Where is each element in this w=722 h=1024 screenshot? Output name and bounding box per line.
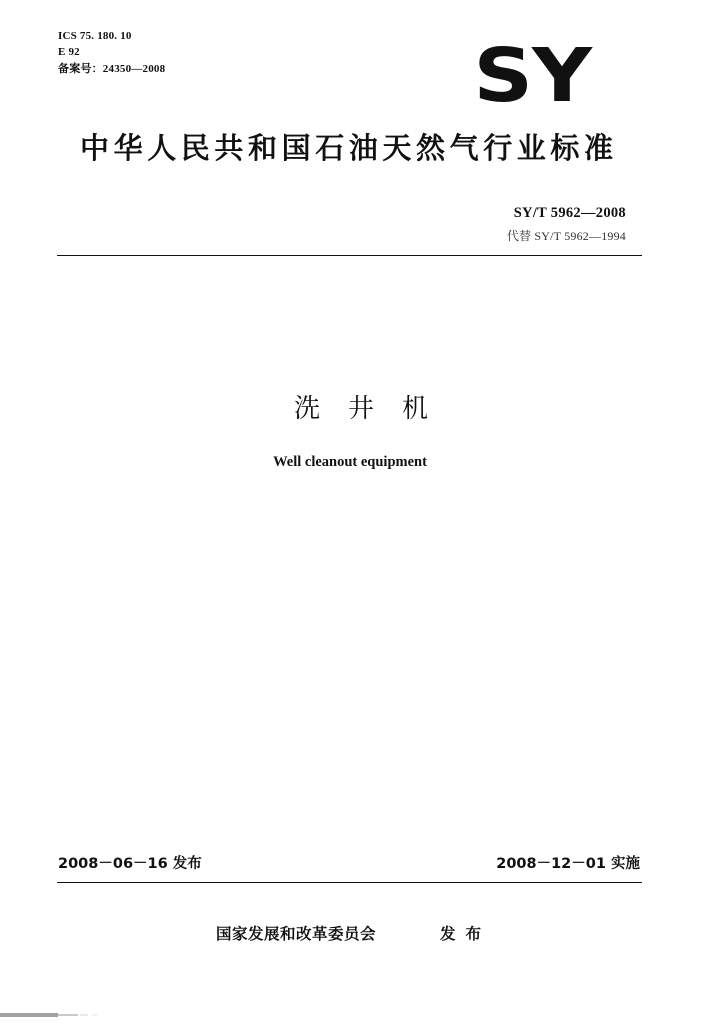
standard-category-title: 中华人民共和国石油天然气行业标准 xyxy=(80,131,618,165)
sy-logo: SY xyxy=(473,33,591,119)
filing-number: 备案号：24350—2008 xyxy=(58,63,166,75)
ics-code: ICS 75. 180. 10 xyxy=(58,30,132,42)
document-title-english: Well cleanout equipment xyxy=(273,454,427,470)
publisher-name: 国家发展和改革委员会 xyxy=(216,925,377,943)
issue-date: 2008－06－16 发布 xyxy=(58,856,202,872)
document-title-chinese: 洗井机 xyxy=(293,394,456,424)
ccs-code: E 92 xyxy=(58,46,80,58)
scan-artifact xyxy=(0,1012,110,1018)
top-divider xyxy=(57,255,642,256)
publish-label: 发布 xyxy=(440,925,492,943)
replaces-standard: 代替 SY/T 5962—1994 xyxy=(506,229,626,243)
effective-date: 2008－12－01 实施 xyxy=(496,856,640,872)
standard-number: SY/T 5962—2008 xyxy=(513,205,626,221)
bottom-divider xyxy=(57,882,642,883)
